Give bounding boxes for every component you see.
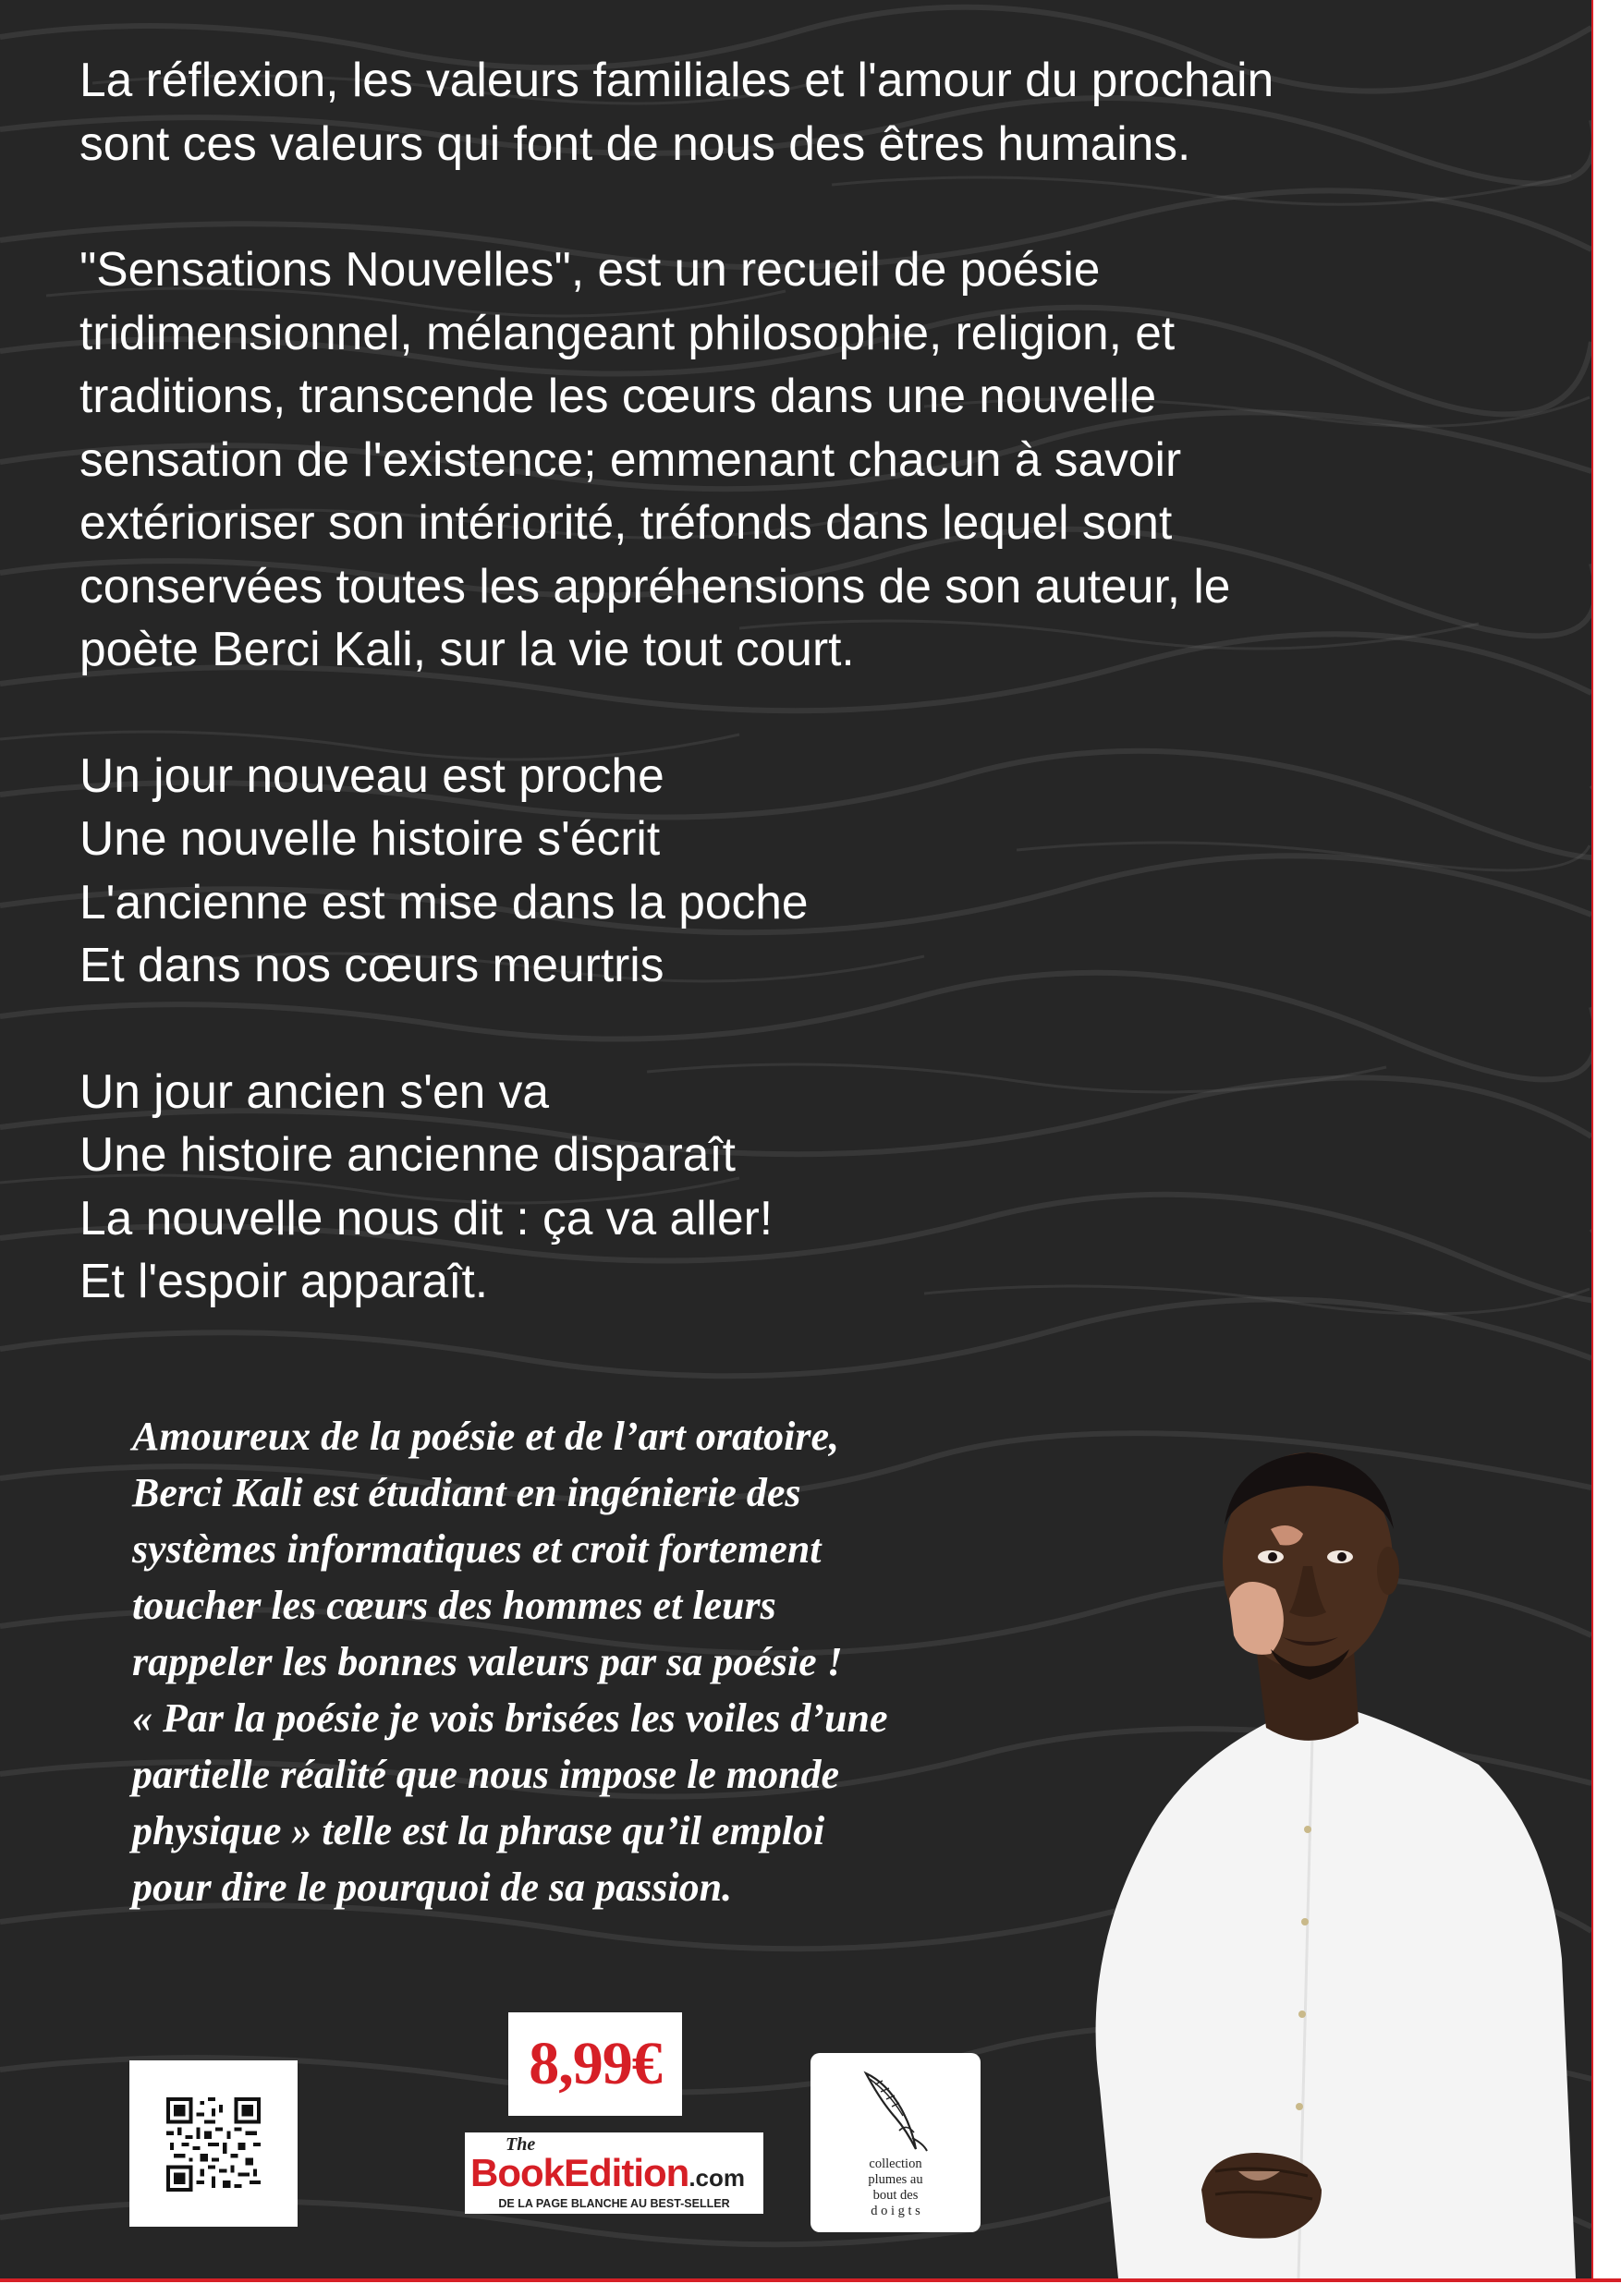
publisher-name-text: BookEdition [470,2151,689,2194]
blurb-line: sensation de l'existence; emmenant chacun à savoir [79,431,1182,486]
collection-line: bout des [872,2188,919,2203]
blurb-line: poète Berci Kali, sur la vie tout court. [79,622,855,675]
bio-line: Amoureux de la poésie et de l’art oratoire, [132,1414,840,1459]
collection-logo [810,2053,981,2232]
bio-line: Berci Kali est étudiant en ingénierie des [132,1470,801,1515]
price-tag [508,2012,682,2116]
spine-edge [1591,0,1621,2278]
publisher-logo [465,2132,763,2214]
poem-line: La nouvelle nous dit : ça va aller! [79,1190,774,1245]
poem-line: L'ancienne est mise dans la poche [79,874,809,929]
blurb-line: "Sensations Nouvelles", est un recueil de poésie [79,242,1101,296]
bio-line: systèmes informatiques et croit fortement [132,1526,822,1572]
back-cover-blurb [79,48,1521,1313]
bio-line: rappeler les bonnes valeurs par sa poésie ! [132,1639,843,1684]
poem-line: Une histoire ancienne disparaît [79,1127,736,1181]
poem-line: Et dans nos cœurs meurtris [79,938,664,991]
blurb-line: tridimensionnel, mélangeant philosophie, religion, et [79,305,1176,359]
blurb-intro [79,48,1521,175]
publisher-the: The [506,2134,536,2155]
author-portrait [1044,1441,1591,2278]
poem-stanza-1 [79,744,1521,997]
blurb-line: extérioriser son intériorité, tréfonds dans lequel sont [79,495,1173,549]
bottom-trim-line [0,2278,1621,2296]
publisher-name [470,2151,745,2195]
poem-stanza-2 [79,1060,1521,1313]
collection-line: plumes au [868,2172,923,2187]
bio-line: partielle réalité que nous impose le monde [132,1752,840,1797]
qr-code-panel[interactable] [129,2060,298,2227]
blurb-line: conservées toutes les appréhensions de son auteur, le [79,558,1231,613]
author-bio [132,1408,1112,1915]
blurb-line: sont ces valeurs qui font de nous des êtres humains. [79,115,1191,170]
bio-line: « Par la poésie je vois brisées les voiles d’une [132,1695,888,1741]
collection-line: collection [869,2156,922,2171]
quill-pen-icon [859,2064,932,2153]
poem-line: Un jour nouveau est proche [79,747,664,802]
publisher-domain: .com [689,2164,745,2192]
poem-line: Une nouvelle histoire s'écrit [79,811,661,865]
collection-name [810,2156,981,2219]
bio-line: physique » telle est la phrase qu’il emploi [132,1808,825,1853]
poem-line: Un jour ancien s'en va [79,1063,549,1118]
bio-line: toucher les cœurs des hommes et leurs [132,1583,776,1628]
price-label: 8,99€ [529,2030,662,2097]
blurb-line: La réflexion, les valeurs familiales et l'amour du prochain [79,53,1274,106]
poem-line: Et l'espoir apparaît. [79,1254,489,1307]
publisher-tagline: DE LA PAGE BLANCHE AU BEST-SELLER [498,2197,730,2210]
blurb-line: traditions, transcende les cœurs dans une nouvelle [79,369,1157,422]
bio-line: pour dire le pourquoi de sa passion. [132,1865,733,1910]
blurb-description [79,237,1521,681]
collection-line: d o i g t s [871,2204,920,2218]
qr-code-icon [166,2097,261,2192]
